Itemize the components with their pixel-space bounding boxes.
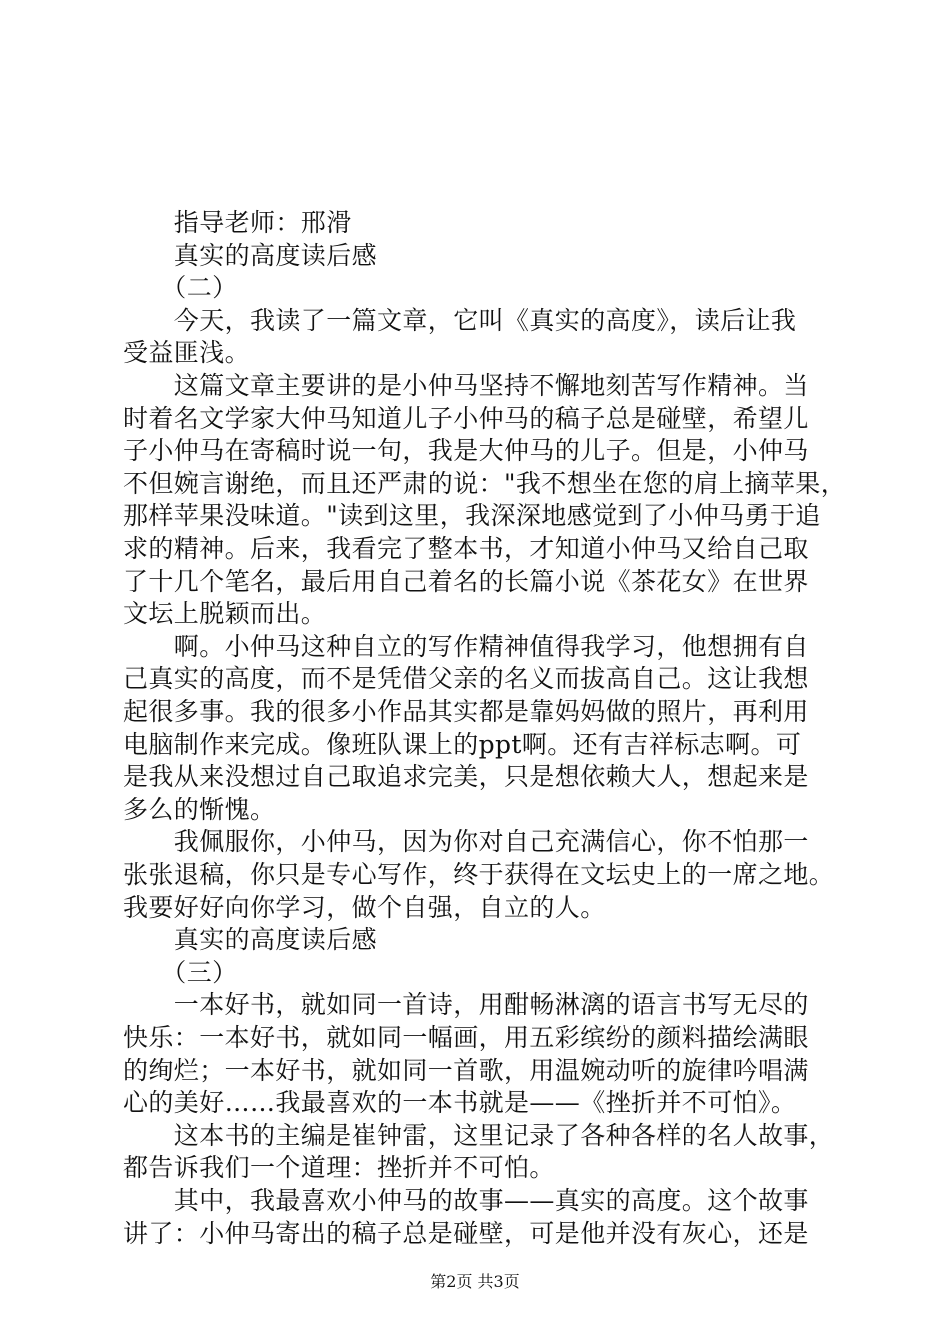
text-line: 指导老师：邢滑 [123, 208, 352, 237]
text-line: 真实的高度读后感 [123, 925, 378, 954]
text-line: 真实的高度读后感 [123, 241, 378, 270]
text-line: 那样苹果没味道。"读到这里，我深深地感觉到了小仲马勇于追 [123, 501, 821, 530]
text-line: （三） [123, 958, 238, 987]
text-line: 我佩服你，小仲马，因为你对自己充满信心，你不怕那一 [123, 827, 809, 856]
text-line: 都告诉我们一个道理：挫折并不可怕。 [123, 1153, 555, 1182]
text-line: 不但婉言谢绝，而且还严肃的说："我不想坐在您的肩上摘苹果， [123, 469, 847, 498]
text-line: 心的美好……我最喜欢的一本书就是——《挫折并不可怕》。 [123, 1088, 797, 1117]
text-line: 张张退稿，你只是专心写作，终于获得在文坛史上的一席之地。 [123, 860, 835, 889]
text-line: 是我从来没想过自己取追求完美，只是想依赖大人，想起来是 [123, 762, 809, 791]
text-line: 时着名文学家大仲马知道儿子小仲马的稿子总是碰壁，希望儿 [123, 404, 809, 433]
page-footer: 第2页 共3页 [430, 1272, 520, 1291]
text-line: （二） [123, 273, 238, 302]
text-line: 文坛上脱颖而出。 [123, 599, 327, 628]
text-line: 起很多事。我的很多小作品其实都是靠妈妈做的照片，再利用 [123, 697, 809, 726]
text-line: 快乐：一本好书，就如同一幅画，用五彩缤纷的颜料描绘满眼 [123, 1023, 809, 1052]
text-line: 子小仲马在寄稿时说一句，我是大仲马的儿子。但是，小仲马 [123, 436, 809, 465]
text-line: 今天，我读了一篇文章，它叫《真实的高度》，读后让我 [123, 306, 797, 335]
text-line: 其中，我最喜欢小仲马的故事——真实的高度。这个故事 [123, 1186, 809, 1215]
text-line: 己真实的高度，而不是凭借父亲的名义而拔高自己。这让我想 [123, 664, 809, 693]
text-line: 多么的惭愧。 [123, 795, 276, 824]
text-line: 啊。小仲马这种自立的写作精神值得我学习，他想拥有自 [123, 632, 809, 661]
text-line: 这篇文章主要讲的是小仲马坚持不懈地刻苦写作精神。当 [123, 371, 809, 400]
text-line: 一本好书，就如同一首诗，用酣畅淋漓的语言书写无尽的 [123, 990, 809, 1019]
text-line: 这本书的主编是崔钟雷，这里记录了各种各样的名人故事， [123, 1121, 835, 1150]
text-line: 了十几个笔名，最后用自己着名的长篇小说《茶花女》在世界 [123, 567, 809, 596]
text-line: 的绚烂；一本好书，就如同一首歌，用温婉动听的旋律吟唱满 [123, 1056, 809, 1085]
text-line: 求的精神。后来，我看完了整本书，才知道小仲马又给自己取 [123, 534, 809, 563]
text-line: 讲了：小仲马寄出的稿子总是碰壁，可是他并没有灰心，还是 [123, 1219, 809, 1248]
text-line: 电脑制作来完成。像班队课上的ppt啊。还有吉祥标志啊。可 [123, 730, 802, 759]
text-line: 受益匪浅。 [123, 338, 251, 367]
text-line: 我要好好向你学习，做个自强，自立的人。 [123, 893, 606, 922]
